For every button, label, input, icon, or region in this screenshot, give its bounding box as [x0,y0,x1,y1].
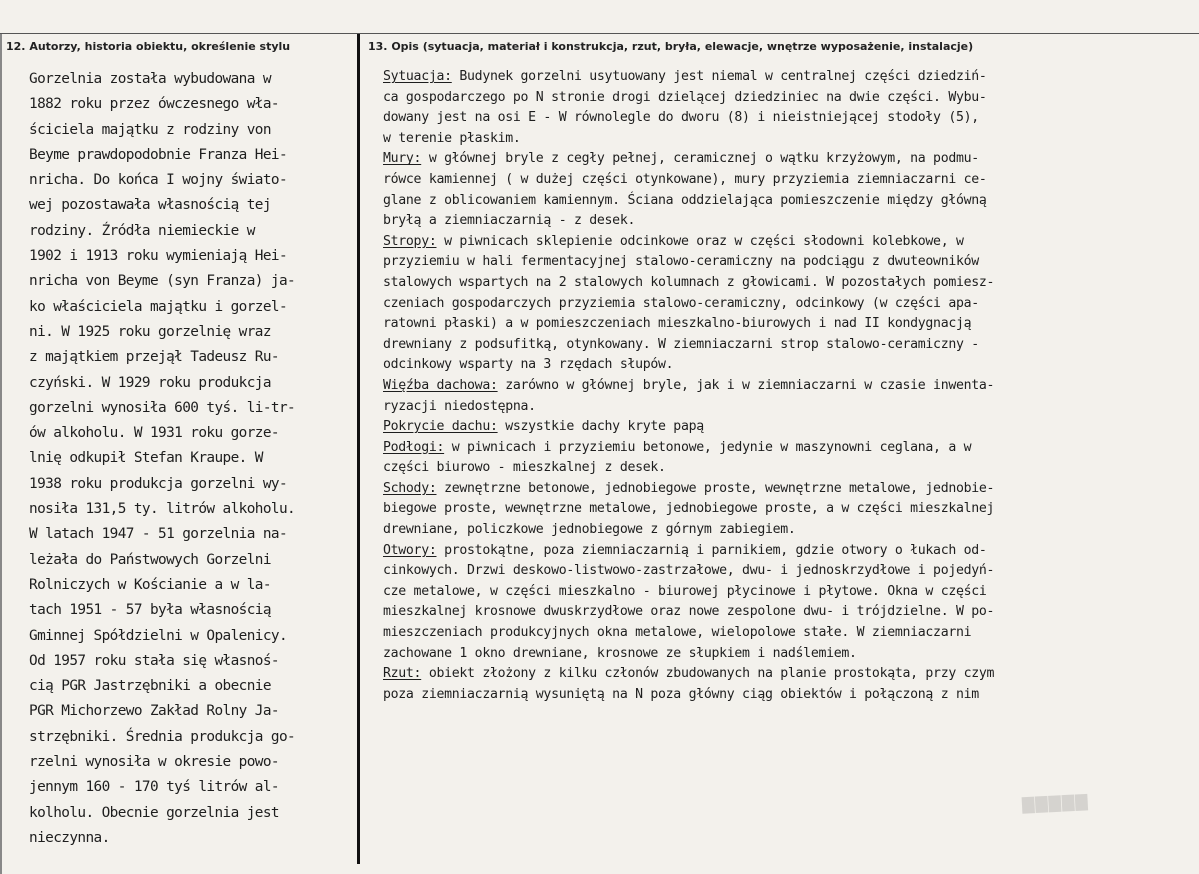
description-line [383,664,1199,685]
history-line: 1938 roku produkcja gorzelni wy- [29,475,288,492]
description-line-text: wszystkie dachy kryte papą [497,419,704,435]
history-line: tach 1951 - 57 była własnością [29,602,271,619]
history-line: Gminnej Spółdzielni w Opalenicy. [29,627,288,644]
history-line: 1882 roku przez ówczesnego wła- [29,96,279,113]
description-line-text: czeniach gospodarczych przyziemia stalowo-ceramiczny, odcinkowy (w części apa- [383,295,979,311]
description-text [383,67,1199,705]
description-line [383,129,1199,150]
history-line: Rolniczych w Kościanie a w la- [29,576,271,593]
description-line [383,355,1199,376]
description-line [383,211,1199,232]
description-line-text: odcinkowy wsparty na 3 rzędach słupów. [383,357,674,373]
description-line-text: drewniany z podsufitką, otynkowany. W ziemniaczarni strop stalowo-ceramiczny - [383,336,979,352]
description-line [383,438,1199,459]
description-line [383,335,1199,356]
section-label: Otwory: [383,542,437,558]
description-line [383,273,1199,294]
description-line-text: prostokątne, poza ziemniaczarnią i parnikiem, gdzie otwory o łukach od- [436,542,987,558]
section-label: Rzut: [383,666,422,682]
history-line: z majątkiem przejął Tadeusz Ru- [29,349,279,366]
description-line-text: bryłą a ziemniaczarnią - z desek. [383,213,636,229]
description-line-text: ratowni płaski) a w pomieszczeniach mieszkalno-biurowych i nad II kondygnacją [383,316,972,332]
section-label: Schody: [383,480,437,496]
history-line: rodziny. Źródła niemieckie w [29,222,255,239]
history-line: kolholu. Obecnie gorzelnia jest [29,804,279,821]
description-line [383,644,1199,665]
description-line [383,458,1199,479]
description-line-text: drewniane, policzkowe jednobiegowe z górnym zabiegiem. [383,522,796,538]
top-rule [0,33,1199,34]
description-line-text: części biurowo - mieszkalnej z desek. [383,460,666,476]
section-label: Sytuacja: [383,69,452,84]
description-line [383,314,1199,335]
description-line-text: stalowych wspartych na 2 stalowych kolumnach z głowicami. W pozostałych pomiesz- [383,274,995,290]
description-line [383,417,1199,438]
left-rule [0,34,2,874]
history-line: wej pozostawała własnością tej [29,197,271,214]
description-line [383,232,1199,253]
section-label: Stropy: [383,233,437,249]
description-line-text: ryzacji niedostępna. [383,398,536,414]
section-label: Mury: [383,151,422,167]
description-line [383,541,1199,562]
description-line-text: glane z oblicowaniem kamiennym. Ściana oddzielająca pomieszczenie między główną [383,192,987,208]
section-label: Więźba dachowa: [383,377,498,393]
description-line-text: przyziemiu w hali fermentacyjnej stalowo-ceramiczny na podciągu z dwuteowników [383,254,979,270]
description-line [383,602,1199,623]
section-13-header: 13. Opis (sytuacja, materiał i konstrukcja, rzut, bryła, elewacje, wnętrze wyposażenie, instalacje) [368,40,974,53]
description-line [383,294,1199,315]
faint-stamp: ▇▇▇▇▇ [1021,791,1089,814]
description-line [383,67,1199,88]
description-line-text: rówce kamiennej ( w dużej części otynkowane), mury przyziemia ziemniaczarni ce- [383,171,987,187]
description-line-text: poza ziemniaczarnią wysuniętą na N poza główny ciąg obiektów i połączoną z nim [383,686,979,702]
history-line: 1902 i 1913 roku wymieniają Hei- [29,248,288,265]
history-line: Beyme prawdopodobnie Franza Hei- [29,146,288,163]
history-line: nricha. Do końca I wojny świato- [29,172,288,189]
description-line-text: biegowe proste, wewnętrzne metalowe, jednobiegowe proste, a w części mieszkalnej [383,501,995,517]
section-12-header: 12. Autorzy, historia obiektu, określenie stylu [6,40,291,53]
description-line [383,376,1199,397]
description-line-text: cze metalowe, w części mieszkalno - biurowej płycinowe i płytowe. Okna w części [383,583,987,599]
description-line [383,191,1199,212]
description-line-text: obiekt złożony z kilku członów zbudowanych na planie prostokąta, przy czym [421,666,995,682]
description-line-text: w piwnicach sklepienie odcinkowe oraz w części słodowni kolebkowe, w [436,233,964,249]
history-line: gorzelni wynosiła 600 tyś. li-tr- [29,399,296,416]
history-line: Od 1957 roku stała się własnoś- [29,652,279,669]
section-label: Podłogi: [383,439,445,455]
section-label: Pokrycie dachu: [383,419,498,435]
description-line-text: cinkowych. Drzwi deskowo-listwowo-zastrzałowe, dwu- i jednoskrzydłowe i pojedyń- [383,563,995,579]
description-line [383,88,1199,109]
history-line: W latach 1947 - 51 gorzelnia na- [29,526,288,543]
history-line: Gorzelnia została wybudowana w [29,71,271,87]
description-line [383,561,1199,582]
description-line [383,623,1199,644]
description-line-text: Budynek gorzelni usytuowany jest niemal w centralnej części dziedziń- [451,69,987,84]
history-line: nosiła 131,5 ty. litrów alkoholu. [29,501,296,518]
history-line: lnię odkupił Stefan Kraupe. W [29,450,263,467]
description-line-text: zewnętrzne betonowe, jednobiegowe proste, wewnętrzne metalowe, jednobie- [436,480,995,496]
description-line [383,108,1199,129]
history-line: ów alkoholu. W 1931 roku gorze- [29,425,279,442]
description-line-text: w terenie płaskim. [383,130,521,146]
description-line [383,685,1199,706]
history-line: cią PGR Jastrzębniki a obecnie [29,678,271,695]
column-divider [357,34,360,864]
description-line-text: mieszkalnej krosnowe dwuskrzydłowe oraz nowe zespolone dwu- i trójdzielne. W po- [383,604,995,620]
description-line [383,149,1199,170]
history-line: nricha von Beyme (syn Franza) ja- [29,273,296,290]
description-line [383,520,1199,541]
description-line-text: w piwnicach i przyziemiu betonowe, jedynie w maszynowni ceglana, a w [444,439,972,455]
description-line [383,170,1199,191]
description-line-text: zachowane 1 okno drewniane, krosnowe ze słupkiem i nadślemiem. [383,645,857,661]
description-line-text: mieszczeniach produkcyjnych okna metalowe, wielopolowe stałe. W ziemniaczarni [383,625,972,641]
history-line: strzębniki. Średnia produkcja go- [29,728,296,745]
history-line: ko właściciela majątku i gorzel- [29,298,288,315]
description-line [383,397,1199,418]
description-line-text: dowany jest na osi E - W równolegle do dworu (8) i nieistniejącej stodoły (5), [383,110,979,126]
history-line: leżała do Państwowych Gorzelni [29,551,271,568]
history-line: czyński. W 1929 roku produkcja [29,374,271,391]
history-text [29,67,295,851]
history-line: ściciela majątku z rodziny von [29,121,271,138]
description-line [383,582,1199,603]
history-line: nieczynna. [29,829,110,846]
description-line [383,252,1199,273]
description-line [383,499,1199,520]
history-line: jennym 160 - 170 tyś litrów al- [29,779,279,796]
description-line-text: zarówno w głównej bryle, jak i w ziemniaczarni w czasie inwenta- [497,377,995,393]
history-line: PGR Michorzewo Zakład Rolny Ja- [29,703,279,720]
description-line-text: w głównej bryle z cegły pełnej, ceramicznej o wątku krzyżowym, na podmu- [421,151,979,167]
description-line [383,479,1199,500]
description-line-text: ca gospodarczego po N stronie drogi dzielącej dziedziniec na dwie części. Wybu- [383,89,987,105]
history-line: ni. W 1925 roku gorzelnię wraz [29,323,271,340]
history-line: rzelni wynosiła w okresie powo- [29,754,279,771]
